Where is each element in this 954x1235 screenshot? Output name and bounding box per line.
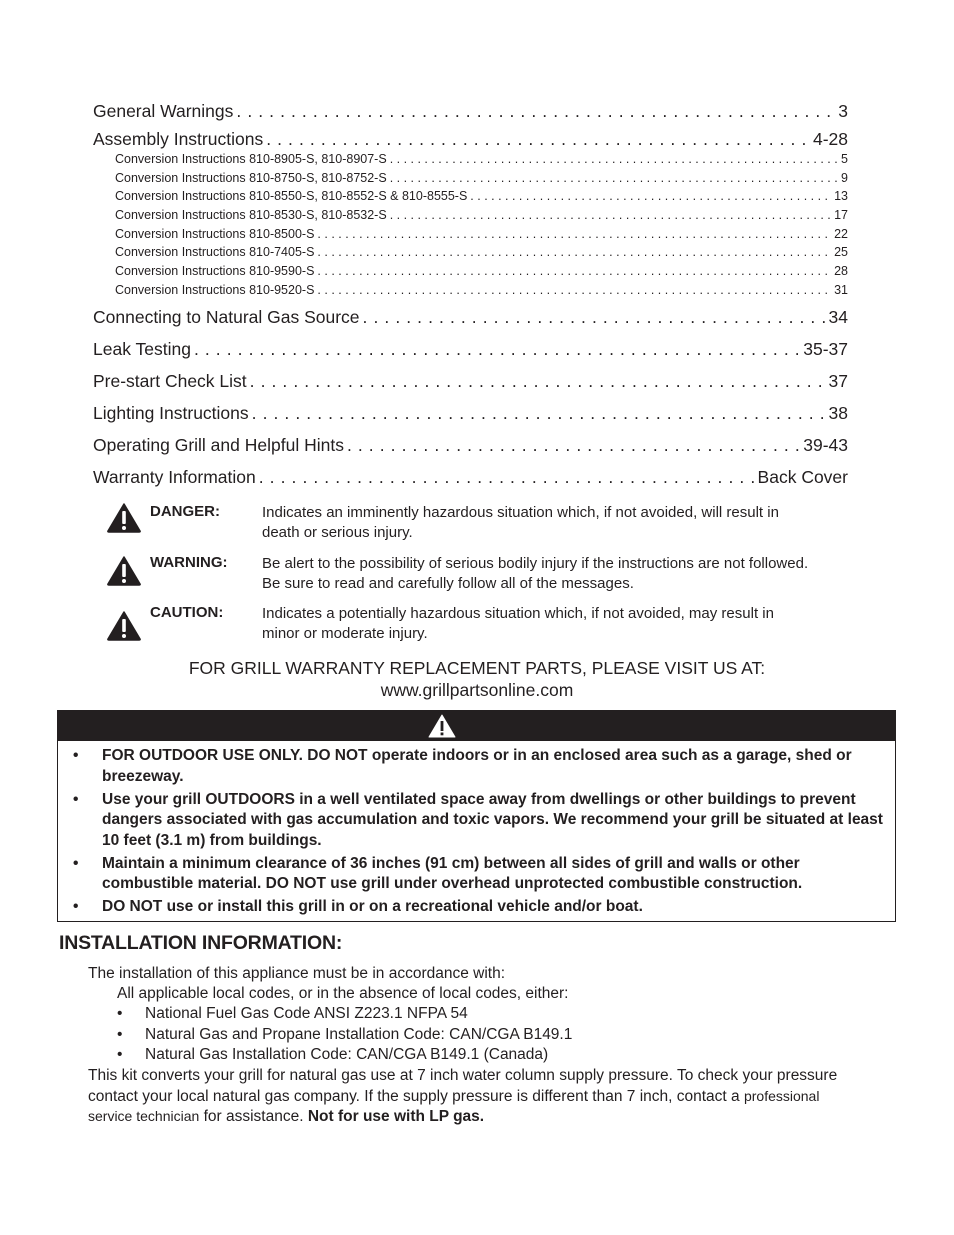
toc-leader [317, 264, 831, 278]
toc-label: Conversion Instructions 810-8750-S, 810-8752-S [115, 171, 387, 185]
code-text: Natural Gas and Propane Installation Code: CAN/CGA B149.1 [145, 1026, 573, 1043]
toc-page: 5 [841, 152, 848, 166]
warning-text: Maintain a minimum clearance of 36 inches (91 cm) between all sides of grill and walls or other combustible material. DO NOT use grill under overhead unprotected combustible construction. [102, 854, 803, 892]
toc-label: General Warnings [93, 101, 234, 121]
toc-leader [363, 307, 826, 328]
bullet: • [117, 1026, 123, 1043]
paragraph-text: service technician [88, 1108, 200, 1124]
bullet: • [73, 790, 79, 808]
toc-leader [317, 283, 831, 297]
toc-entry-pre-start-check-list[interactable] [93, 371, 848, 395]
hazard-term: WARNING: [150, 554, 228, 571]
hazard-description-line: Indicates an imminently hazardous situation which, if not avoided, will result in [262, 504, 779, 521]
hazard-term: CAUTION: [150, 604, 224, 621]
toc-label: Pre-start Check List [93, 371, 247, 391]
code-text: National Fuel Gas Code ANSI Z223.1 NFPA 54 [145, 1005, 468, 1022]
toc-entry-lighting-instructions[interactable] [93, 403, 848, 427]
toc-leader [390, 208, 831, 222]
code-list-item [117, 1004, 468, 1024]
toc-leader [236, 101, 835, 122]
hazard-description [262, 554, 847, 594]
toc-leader [390, 152, 838, 166]
toc-label: Connecting to Natural Gas Source [93, 307, 360, 327]
general-warning-box [57, 710, 896, 922]
toc-subentry[interactable] [115, 152, 848, 170]
hazard-term: DANGER: [150, 503, 220, 520]
toc-page: 22 [834, 227, 848, 241]
warning-list [58, 746, 893, 920]
toc-label: Conversion Instructions 810-7405-S [115, 245, 315, 259]
conversion-paragraph-line [88, 1086, 819, 1108]
warning-item [58, 897, 893, 918]
bullet: • [73, 898, 79, 915]
toc-subentry[interactable] [115, 189, 848, 207]
warning-item [58, 854, 893, 895]
toc-label: Conversion Instructions 810-9590-S [115, 264, 315, 278]
hazard-description-line: Be sure to read and carefully follow all of the messages. [262, 575, 634, 592]
code-list-item [117, 1025, 572, 1045]
bullet: • [117, 1005, 123, 1022]
warning-text: Use your grill OUTDOORS in a well ventilated space away from dwellings or other buildings to prevent dangers associated with gas accumulation and toxic vapors. We recommend your grill be situated at least 10 feet (3.1 m) from buildings. [102, 790, 883, 849]
toc-page: 3 [838, 101, 848, 121]
installation-sub-intro: All applicable local codes, or in the absence of local codes, either: [117, 985, 569, 1002]
toc-leader [194, 339, 800, 360]
toc-entry-leak-testing[interactable] [93, 339, 848, 363]
warning-item [58, 746, 893, 787]
toc-page: 17 [834, 208, 848, 222]
code-text: Natural Gas Installation Code: CAN/CGA B149.1 (Canada) [145, 1046, 549, 1063]
toc-entry-general-warnings[interactable] [93, 101, 848, 125]
hazard-warning [107, 554, 847, 594]
conversion-paragraph-line: This kit converts your grill for natural gas use at 7 inch water column supply pressure. To check your pressure [88, 1067, 838, 1084]
paragraph-text: professional [743, 1088, 820, 1104]
toc-subentry[interactable] [115, 245, 848, 263]
toc-label: Conversion Instructions 810-8550-S, 810-8552-S & 810-8555-S [115, 189, 468, 203]
toc-page: 35-37 [803, 339, 848, 359]
toc-label: Assembly Instructions [93, 129, 264, 149]
toc-label: Lighting Instructions [93, 403, 249, 423]
toc-page: 25 [834, 245, 848, 259]
toc-page: 39-43 [803, 435, 848, 455]
toc-page: 13 [834, 189, 848, 203]
toc-label: Conversion Instructions 810-8905-S, 810-8907-S [115, 152, 387, 166]
toc-leader [390, 171, 838, 185]
toc-leader [250, 371, 826, 392]
toc-page: 4-28 [812, 129, 848, 149]
toc-leader [317, 227, 831, 241]
paragraph-text: contact your local natural gas company. If the supply pressure is different than 7 inch, contact a [88, 1088, 740, 1105]
hazard-description [262, 503, 847, 543]
toc-page: 38 [828, 403, 848, 423]
toc-page: 31 [834, 283, 848, 297]
toc-subentry[interactable] [115, 283, 848, 301]
parts-notice-heading: FOR GRILL WARRANTY REPLACEMENT PARTS, PLEASE VISIT US AT: [188, 658, 766, 678]
hazard-danger [107, 503, 847, 543]
code-list-item [117, 1045, 548, 1065]
lp-gas-notice: Not for use with LP gas. [307, 1108, 485, 1125]
toc-subentry[interactable] [115, 171, 848, 189]
warning-triangle-icon [107, 556, 141, 586]
parts-website-link[interactable]: www.grillpartsonline.com [380, 680, 574, 700]
warning-text: FOR OUTDOOR USE ONLY. DO NOT operate indoors or in an enclosed area such as a garage, shed or breezeway. [102, 747, 852, 785]
toc-leader [347, 435, 800, 456]
warning-triangle-icon [428, 714, 456, 738]
toc-page: Back Cover [757, 467, 848, 487]
warning-header-bar [58, 711, 895, 741]
hazard-description [262, 604, 847, 644]
hazard-description-line: death or serious injury. [262, 524, 413, 541]
toc-entry-warranty-information[interactable] [93, 467, 848, 491]
paragraph-text: for assistance. [203, 1108, 304, 1125]
toc-label: Leak Testing [93, 339, 191, 359]
toc-entry-assembly-instructions[interactable] [93, 129, 848, 153]
toc-label: Conversion Instructions 810-9520-S [115, 283, 315, 297]
toc-leader [317, 245, 831, 259]
toc-label: Operating Grill and Helpful Hints [93, 435, 344, 455]
toc-entry-connecting-natural-gas[interactable] [93, 307, 848, 331]
warning-triangle-icon [107, 503, 141, 533]
toc-label: Conversion Instructions 810-8500-S [115, 227, 315, 241]
toc-label: Warranty Information [93, 467, 256, 487]
toc-leader [252, 403, 826, 424]
toc-leader [266, 129, 810, 150]
hazard-description-line: minor or moderate injury. [262, 625, 428, 642]
bullet: • [73, 854, 79, 872]
bullet: • [73, 747, 79, 764]
toc-page: 28 [834, 264, 848, 278]
warning-text: DO NOT use or install this grill in or on a recreational vehicle and/or boat. [102, 898, 643, 915]
toc-page: 34 [828, 307, 848, 327]
toc-page: 37 [828, 371, 848, 391]
section-heading: INSTALLATION INFORMATION: [59, 932, 343, 954]
toc-leader [470, 189, 831, 203]
warning-triangle-icon [107, 611, 141, 641]
installation-intro: The installation of this appliance must be in accordance with: [88, 965, 506, 982]
toc-leader [259, 467, 755, 488]
toc-subentry[interactable] [115, 208, 848, 226]
bullet: • [117, 1046, 123, 1063]
conversion-paragraph-line [88, 1106, 484, 1128]
parts-notice [0, 657, 954, 701]
toc-entry-operating-grill[interactable] [93, 435, 848, 459]
toc-subentry[interactable] [115, 264, 848, 282]
hazard-description-line: Be alert to the possibility of serious bodily injury if the instructions are not followed. [262, 555, 809, 572]
toc-label: Conversion Instructions 810-8530-S, 810-8532-S [115, 208, 387, 222]
warning-item [58, 790, 893, 852]
toc-subentry[interactable] [115, 227, 848, 245]
hazard-description-line: Indicates a potentially hazardous situation which, if not avoided, may result in [262, 605, 774, 622]
toc-page: 9 [841, 171, 848, 185]
hazard-caution [107, 604, 847, 644]
